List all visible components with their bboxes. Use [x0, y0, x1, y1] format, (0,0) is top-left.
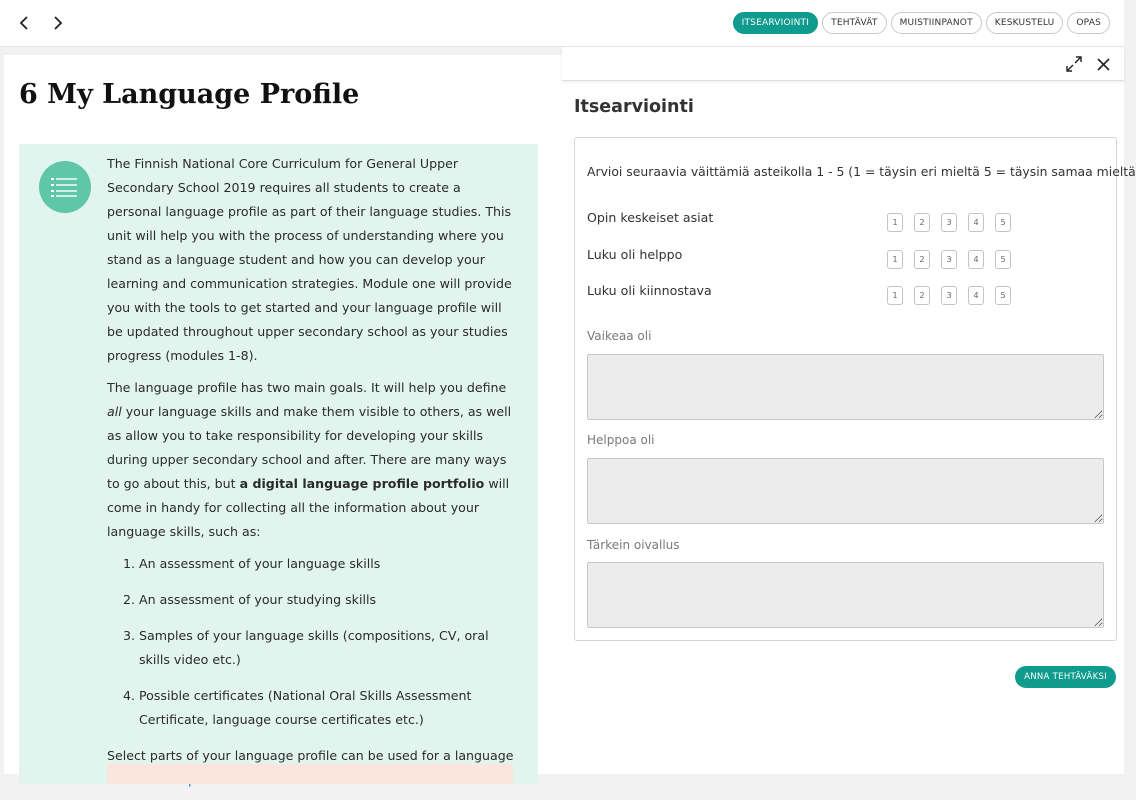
expand-button[interactable]: [1065, 55, 1083, 73]
list-item: 2. An assessment of your studying skills: [139, 588, 519, 612]
rating-label: Luku oli kiinnostava: [587, 283, 712, 298]
rating-option-1[interactable]: 1: [887, 250, 903, 269]
rating-option-4[interactable]: 4: [968, 286, 984, 305]
forward-button[interactable]: [47, 12, 69, 34]
rating-option-3[interactable]: 3: [941, 286, 957, 305]
submit-button[interactable]: ANNA TEHTÄVÄKSI: [1015, 666, 1116, 688]
panel-toolbar: [562, 47, 1124, 81]
tab-keskustelu[interactable]: KESKUSTELU: [986, 12, 1064, 34]
rating-label: Luku oli helppo: [587, 247, 683, 262]
intro-paragraph-1: The Finnish National Core Curriculum for General Upper Secondary School 2019 requires all students to create a personal language profile as part of their language studies. This unit will help you with the process of understanding where you stand as a language student and how you can develop your learning and communication strategies. Module one will provide you with the tools to get started and your language profile will be updated throughout upper secondary school as your studies progress (modules 1-8).: [107, 156, 512, 363]
tab-muistiinpanot[interactable]: MUISTIINPANOT: [891, 12, 982, 34]
list-item: 1. An assessment of your language skills: [139, 552, 519, 576]
rating-scale: [887, 286, 1011, 305]
rating-option-5[interactable]: 5: [995, 286, 1011, 305]
intro-paragraph-2: The language profile has two main goals. It will help you define all your language skills and make them visible to others, as well as allow you to take responsibility for developing your skills during upper secondary school and after. There are many ways to go about this, but a digital language profile portfolio will come in handy for collecting all the information about your language skills, such as:: [107, 380, 512, 539]
instruction-text: Arvioi seuraavia väittämiä asteikolla 1 - 5 (1 = täysin eri mieltä 5 = täysin samaa mieltä: [587, 164, 1136, 179]
rating-option-4[interactable]: 4: [968, 250, 984, 269]
vaikeaa-oli-textarea[interactable]: [587, 354, 1104, 420]
content-panel: [4, 55, 562, 774]
top-bar: [0, 0, 1124, 47]
intro-box: [19, 144, 538, 784]
panel-title: Itsearviointi: [574, 97, 694, 117]
chevron-right-icon: [52, 15, 64, 31]
rating-row: [587, 283, 1107, 303]
tab-bar: [733, 12, 1110, 34]
rating-scale: [887, 213, 1011, 232]
rating-option-3[interactable]: 3: [941, 250, 957, 269]
note-box: [107, 764, 513, 784]
list-item: 3. Samples of your language skills (compositions, CV, oral skills video etc.): [139, 624, 519, 672]
page-title: 6 My Language Profile: [19, 79, 360, 110]
tab-opas[interactable]: OPAS: [1067, 12, 1110, 34]
field-label: Tärkein oivallus: [587, 538, 680, 552]
helppoa-oli-textarea[interactable]: [587, 458, 1104, 524]
list-icon: [39, 161, 91, 213]
rating-option-2[interactable]: 2: [914, 213, 930, 232]
tab-tehtavat[interactable]: TEHTÄVÄT: [822, 12, 886, 34]
back-button[interactable]: [13, 12, 35, 34]
rating-option-5[interactable]: 5: [995, 213, 1011, 232]
field-label: Vaikeaa oli: [587, 329, 652, 343]
rating-option-3[interactable]: 3: [941, 213, 957, 232]
close-button[interactable]: [1094, 55, 1112, 73]
tarkein-oivallus-textarea[interactable]: [587, 562, 1104, 628]
intro-text: [107, 152, 519, 800]
rating-option-1[interactable]: 1: [887, 286, 903, 305]
self-assessment-panel: [562, 47, 1136, 774]
rating-option-2[interactable]: 2: [914, 250, 930, 269]
skills-list: [107, 552, 519, 732]
intro-paragraph-3: Select parts of your language profile can be used for a language: [107, 744, 519, 792]
rating-option-5[interactable]: 5: [995, 250, 1011, 269]
expand-icon: [1066, 56, 1082, 72]
assessment-card: [574, 137, 1136, 641]
rating-option-4[interactable]: 4: [968, 213, 984, 232]
rating-row: [587, 210, 1107, 230]
rating-scale: [887, 250, 1011, 269]
rating-option-2[interactable]: 2: [914, 286, 930, 305]
rating-row: [587, 247, 1107, 267]
chevron-left-icon: [18, 15, 30, 31]
rating-option-1[interactable]: 1: [887, 213, 903, 232]
list-item: 4. Possible certificates (National Oral Skills Assessment Certificate, language course certificates etc.): [139, 684, 519, 732]
rating-label: Opin keskeiset asiat: [587, 210, 714, 225]
field-label: Helppoa oli: [587, 433, 655, 447]
close-icon: [1097, 58, 1110, 71]
tab-itsearviointi[interactable]: ITSEARVIOINTI: [733, 12, 819, 34]
